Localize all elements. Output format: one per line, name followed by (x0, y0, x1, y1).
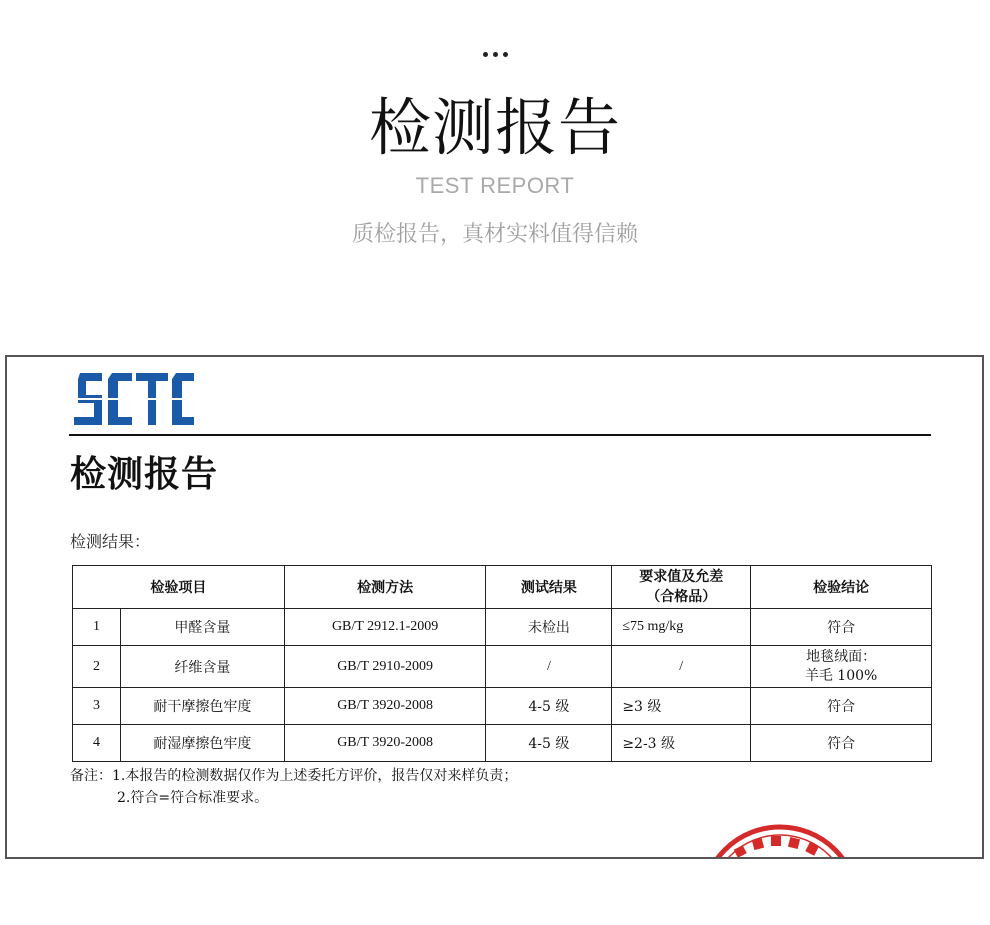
cell-requirement: ≤75 mg/kg (612, 609, 751, 646)
dot-icon (503, 52, 508, 57)
cell-result: 4-5 级 (486, 725, 612, 762)
header-requirement-line2: （合格品） (646, 589, 717, 605)
header-method: 检测方法 (284, 566, 486, 609)
page-title: 检测报告 (368, 91, 621, 164)
cell-result: 未检出 (486, 609, 612, 646)
conclusion-line2: 羊毛 100% (804, 667, 878, 684)
results-label: 检测结果： (70, 532, 151, 551)
cell-item: 耐干摩擦色牢度 (120, 688, 284, 725)
cell-result: / (486, 646, 612, 688)
cell-requirement: ≥3 级 (612, 688, 751, 725)
page-subtitle-en: TEST REPORT (415, 173, 575, 198)
cell-conclusion: 符合 (751, 725, 932, 762)
cell-conclusion: 符合 (751, 688, 932, 725)
decorative-dots (0, 52, 990, 57)
cell-result: 4-5 级 (486, 688, 612, 725)
note-line-1: 备注：1.本报告的检测数据仅作为上述委托方评价，报告仅对来样负责； (70, 768, 518, 784)
cell-no: 4 (73, 725, 121, 762)
header-requirement-line1: 要求值及允差 (639, 569, 724, 585)
cell-item: 耐湿摩擦色牢度 (120, 725, 284, 762)
dot-icon (483, 52, 488, 57)
header-requirement (612, 566, 751, 609)
page-subtitle-cn: 质检报告，真材实料值得信赖 (351, 222, 638, 247)
table-row (73, 646, 932, 688)
cell-no: 2 (73, 646, 121, 688)
cell-no: 1 (73, 609, 121, 646)
cell-item: 纤维含量 (120, 646, 284, 688)
table-row (73, 688, 932, 725)
cell-item: 甲醛含量 (120, 609, 284, 646)
table-row (73, 725, 932, 762)
table-header-row (73, 566, 932, 609)
report-title: 检测报告 (70, 454, 219, 495)
conclusion-line1: 地毯绒面： (806, 648, 877, 665)
dot-icon (493, 52, 498, 57)
cell-conclusion (751, 646, 932, 688)
cell-method: GB/T 3920-2008 (284, 725, 486, 762)
note-line-2: 2.符合=符合标准要求。 (117, 790, 269, 806)
report-notes (70, 765, 517, 809)
cell-requirement: ≥2-3 级 (612, 725, 751, 762)
header-item: 检验项目 (73, 566, 285, 609)
cell-conclusion: 符合 (751, 609, 932, 646)
header-divider (69, 434, 931, 436)
cell-method: GB/T 2910-2009 (284, 646, 486, 688)
official-seal-stamp (695, 823, 865, 859)
header-conclusion: 检验结论 (751, 566, 932, 609)
cell-no: 3 (73, 688, 121, 725)
results-table (72, 565, 932, 762)
header-result: 测试结果 (486, 566, 612, 609)
sctc-logo (72, 371, 196, 427)
cell-requirement: / (612, 646, 751, 688)
table-row (73, 609, 932, 646)
test-report-document (5, 355, 984, 859)
cell-method: GB/T 2912.1-2009 (284, 609, 486, 646)
cell-method: GB/T 3920-2008 (284, 688, 486, 725)
